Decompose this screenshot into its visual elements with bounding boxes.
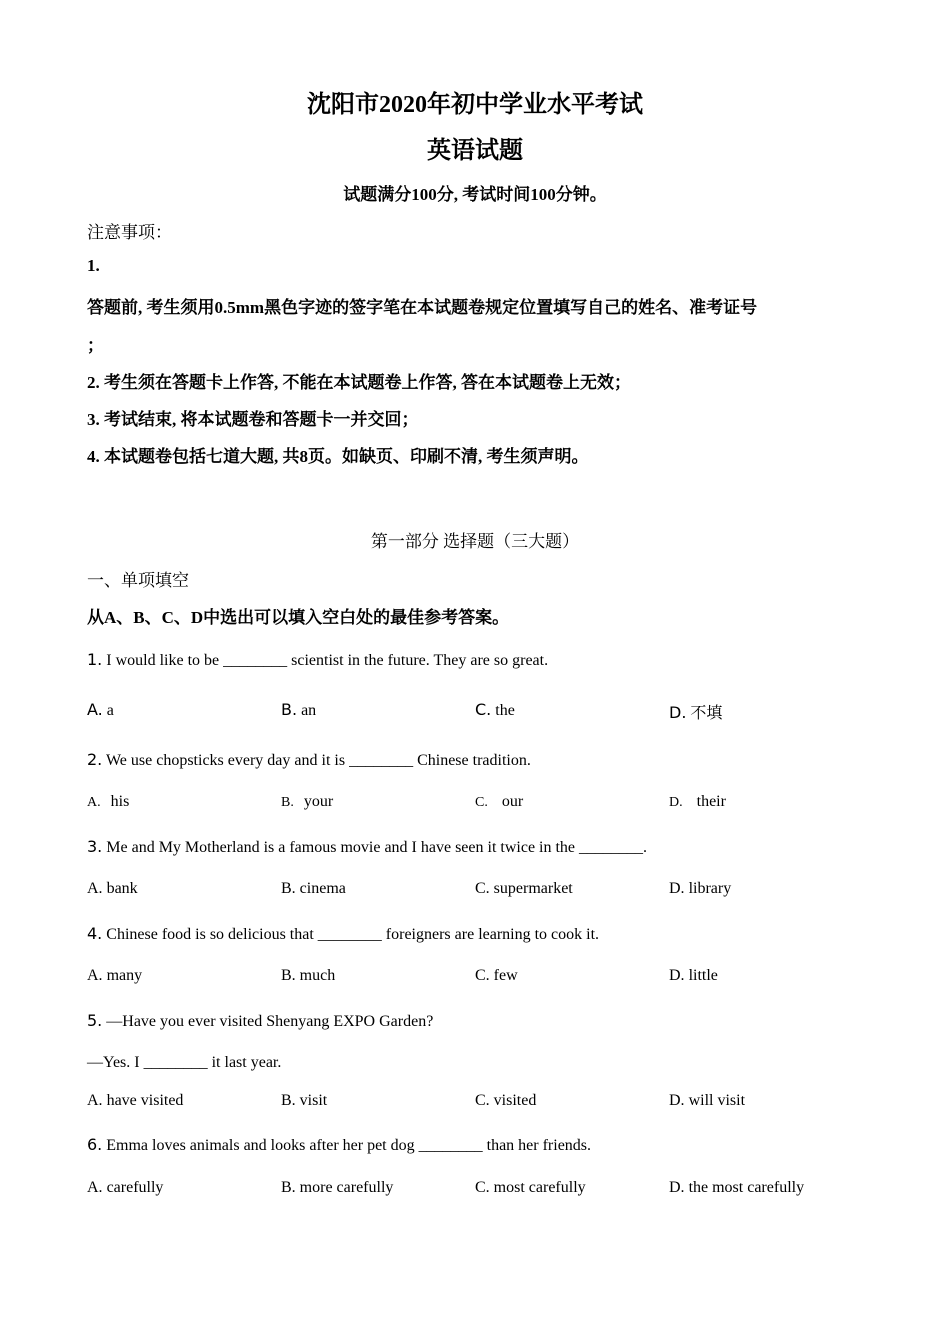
q6-option-b: B. more carefully: [281, 1179, 394, 1196]
notice-item-4: 4. 本试题卷包括七道大题, 共8页。如缺页、印刷不清, 考生须声明。: [87, 447, 589, 466]
q2-option-c: C. our: [475, 793, 524, 810]
question-text: Me and My Motherland is a famous movie and I have seen it twice in the ________.: [102, 839, 648, 856]
q3-option-b: B. cinema: [281, 880, 346, 897]
q6-option-a: A. carefully: [87, 1179, 164, 1196]
q5-option-d: D. will visit: [669, 1092, 746, 1109]
question-2: [87, 750, 531, 770]
q6-option-c: C. most carefully: [475, 1179, 586, 1196]
notice-item-3: 3. 考试结束, 将本试题卷和答题卡一并交回；: [87, 410, 419, 429]
q2-option-a: A. his: [87, 793, 130, 810]
question-text: We use chopsticks every day and it is ________ Chinese tradition.: [102, 752, 531, 769]
question-number: 5.: [87, 1011, 103, 1030]
q2-option-b: B. your: [281, 793, 334, 810]
notice-heading: 注意事项：: [87, 223, 172, 242]
q1-option-d: D. 不填: [669, 703, 723, 722]
question-4: [87, 924, 599, 944]
notice-item-1-end: ；: [87, 336, 104, 355]
q6-option-d: D. the most carefully: [669, 1179, 805, 1196]
question-number: 4.: [87, 924, 103, 943]
q1-option-b: B. an: [281, 700, 317, 719]
q1-option-c: C. the: [475, 700, 515, 719]
question-text: —Have you ever visited Shenyang EXPO Garden?: [102, 1013, 434, 1030]
notice-item-1-number: 1.: [87, 256, 100, 275]
question-3: [87, 837, 647, 857]
section-title: 一、单项填空: [87, 571, 189, 590]
question-text: I would like to be ________ scientist in the future. They are so great.: [102, 652, 549, 669]
q4-option-a: A. many: [87, 967, 143, 984]
q4-option-b: B. much: [281, 967, 336, 984]
exam-info: 试题满分100分, 考试时间100分钟。: [343, 185, 607, 204]
part-title: 第一部分 选择题（三大题）: [370, 532, 580, 551]
q5-option-b: B. visit: [281, 1092, 328, 1109]
question-6: [87, 1135, 591, 1155]
exam-title: 沈阳市2020年初中学业水平考试: [307, 92, 643, 118]
section-instruction: 从A、B、C、D中选出可以填入空白处的最佳参考答案。: [87, 608, 510, 627]
question-1: [87, 650, 548, 670]
question-5: [87, 1011, 433, 1031]
q4-option-c: C. few: [475, 967, 518, 984]
notice-item-2: 2. 考生须在答题卡上作答, 不能在本试题卷上作答, 答在本试题卷上无效；: [87, 373, 631, 392]
notice-item-1: 答题前, 考生须用0.5mm黑色字迹的签字笔在本试题卷规定位置填写自己的姓名、准考证号: [87, 298, 758, 317]
q1-option-a: A. a: [87, 700, 114, 719]
q2-option-d: D. their: [669, 793, 726, 810]
question-number: 3.: [87, 837, 103, 856]
q3-option-c: C. supermarket: [475, 880, 573, 897]
question-text: Emma loves animals and looks after her pet dog ________ than her friends.: [102, 1137, 592, 1154]
q4-option-d: D. little: [669, 967, 718, 984]
q3-option-a: A. bank: [87, 880, 138, 897]
q5-option-c: C. visited: [475, 1092, 537, 1109]
question-5-line-2: —Yes. I ________ it last year.: [87, 1054, 282, 1071]
question-number: 2.: [87, 750, 103, 769]
question-text: Chinese food is so delicious that ________ foreigners are learning to cook it.: [102, 926, 600, 943]
q3-option-d: D. library: [669, 880, 732, 897]
question-number: 1.: [87, 650, 103, 669]
question-number: 6.: [87, 1135, 103, 1154]
q5-option-a: A. have visited: [87, 1092, 184, 1109]
subject-title: 英语试题: [427, 138, 523, 164]
